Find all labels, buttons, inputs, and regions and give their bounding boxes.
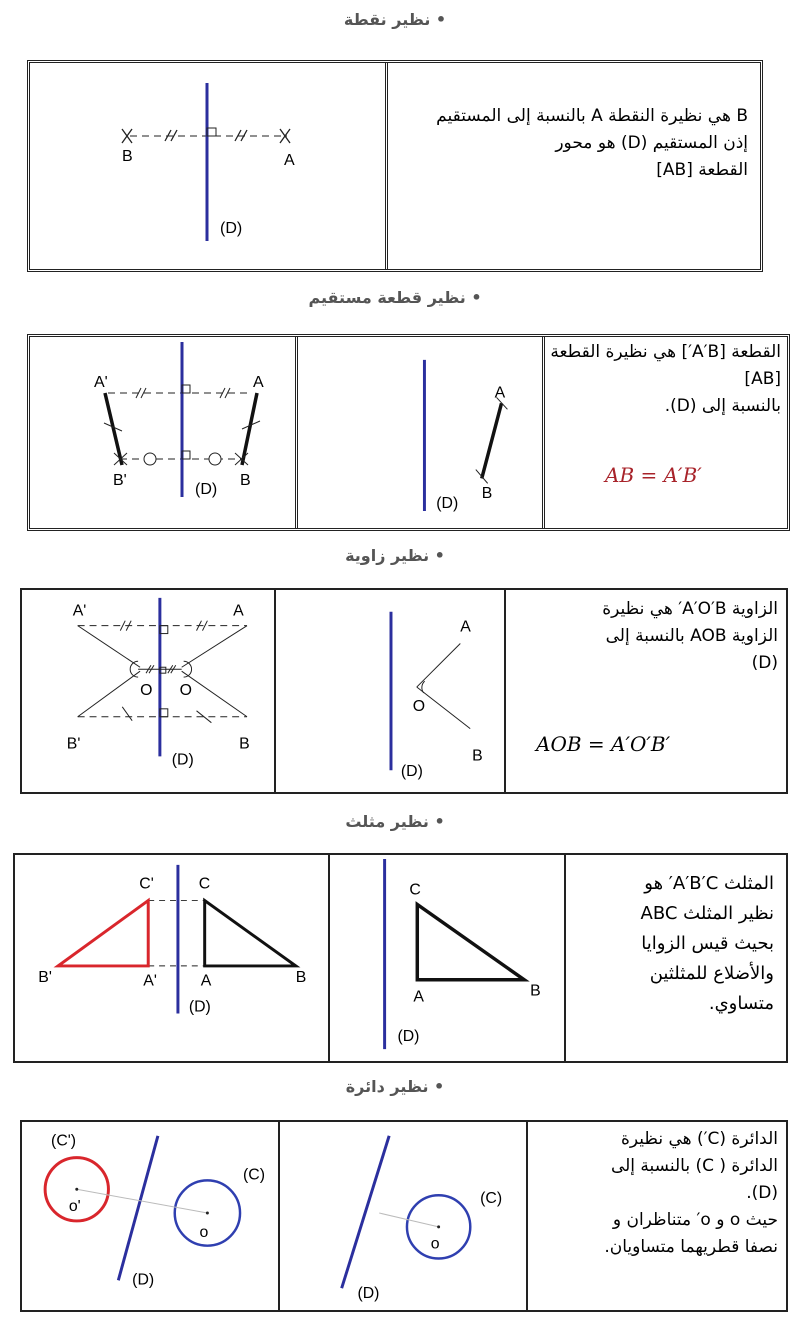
angle-symmetric-figure [22,590,274,792]
seg-sym-label-b: B [240,472,251,489]
tri-sym-label-a: A [200,972,212,990]
circ-orig-label-c: (C) [480,1190,503,1208]
seg-orig-label-b: B [481,485,493,503]
ang-sym-label-a: A [233,602,244,620]
segment-text-cell [542,337,787,528]
segment-table [27,334,790,531]
tri-sym-label-c: C [198,875,211,893]
triangle-description: المثلث A′B′C′ هو نظير المثلث ABC بحيث قيس الزوايا والأضلاع للمثلثين متساوي. [640,873,774,1014]
triangle-table [13,853,788,1063]
seg-sym-label-b1: B' [113,472,127,489]
heading-angle: • نظير زاوية [345,546,445,565]
angle-original-figure [276,590,504,792]
heading-triangle: • نظير مثلث [345,812,445,831]
ang-sym-label-o: O [179,681,192,699]
circ-orig-label-d: (D) [357,1285,380,1303]
circ-sym-label-c: (C) [243,1166,265,1184]
angle-symmetric-cell [22,590,274,792]
point-label-d: (D) [220,220,243,237]
circle-original-cell [278,1122,526,1310]
ang-sym-label-b1: B' [66,735,81,753]
point-label-b: B [122,148,133,165]
seg-sym-label-d: (D) [195,481,218,498]
ang-orig-label-o: O [412,697,426,715]
segment-symmetric-figure [52,337,295,528]
triangle-symmetric-cell [15,855,328,1061]
point-figure [30,63,385,269]
heading-point: • نظير نقطة [343,10,447,29]
angle-original-cell [274,590,504,792]
tri-sym-label-d: (D) [188,998,211,1016]
triangle-original-figure [330,855,564,1061]
ang-sym-label-a1: A' [72,602,87,620]
circle-text-cell [526,1122,786,1310]
seg-sym-label-a1: A' [94,374,108,391]
circle-symmetric-cell [22,1122,278,1310]
circle-symmetric-figure [22,1122,278,1310]
segment-description: القطعة [A′B′] هي نظيرة القطعة [AB] بالنسبة إلى (D). [550,342,781,416]
point-description: B هي نظيرة النقطة A بالنسبة إلى المستقيم إذن المستقيم (D) هو محور القطعة [AB] [436,106,748,180]
angle-formula: AOB = A′O′B′ [536,732,671,756]
point-label-a: A [284,152,295,169]
ang-sym-label-b: B [239,735,250,753]
ang-sym-label-d: (D) [171,751,194,769]
circ-sym-label-c1: (C') [51,1132,77,1150]
seg-sym-label-a: A [253,374,264,391]
ang-sym-label-o1: O [140,681,153,699]
tri-orig-label-b: B [530,982,541,1000]
point-table [27,60,763,272]
triangle-symmetric-figure [15,855,328,1061]
tri-orig-label-a: A [413,988,424,1006]
segment-original-cell [295,337,542,528]
point-text-cell [385,63,760,269]
ang-orig-label-d: (D) [400,763,423,781]
seg-orig-label-a: A [494,384,506,402]
circ-sym-label-o1: o' [68,1198,81,1216]
circ-sym-label-o: o [199,1223,209,1241]
segment-symmetric-cell [52,337,295,528]
triangle-original-cell [328,855,564,1061]
seg-orig-label-d: (D) [436,495,459,513]
heading-circle: • نظير دائرة [345,1077,445,1096]
point-figure-cell [30,63,385,269]
tri-orig-label-c: C [409,881,421,899]
angle-table [20,588,788,794]
circ-sym-label-d: (D) [132,1271,155,1289]
circle-description: الدائرة (C′) هي نظيرة الدائرة ( C) بالنسبة إلى (D). حيث o و o′ متناظران و نصفا قطريهما متساويان. [604,1129,778,1257]
segment-original-figure [298,337,542,528]
circle-table [20,1120,788,1312]
circle-original-figure [280,1122,526,1310]
ang-orig-label-a: A [460,618,471,636]
angle-text-cell [504,590,786,792]
tri-sym-label-c1: C' [139,875,154,893]
ang-orig-label-b: B [472,747,483,765]
tri-sym-label-b1: B' [38,968,52,986]
angle-description: الزاوية A′O′B′ هي نظيرة الزاوية AOB بالنسبة إلى (D) [602,599,778,673]
segment-formula: AB = A′B′ [605,463,702,487]
tri-sym-label-b: B [295,968,307,986]
triangle-text-cell [564,855,786,1061]
circ-orig-label-o: o [430,1235,440,1253]
tri-sym-label-a1: A' [143,972,157,990]
tri-orig-label-d: (D) [397,1028,420,1046]
heading-segment: • نظير قطعة مستقيم [308,288,482,307]
